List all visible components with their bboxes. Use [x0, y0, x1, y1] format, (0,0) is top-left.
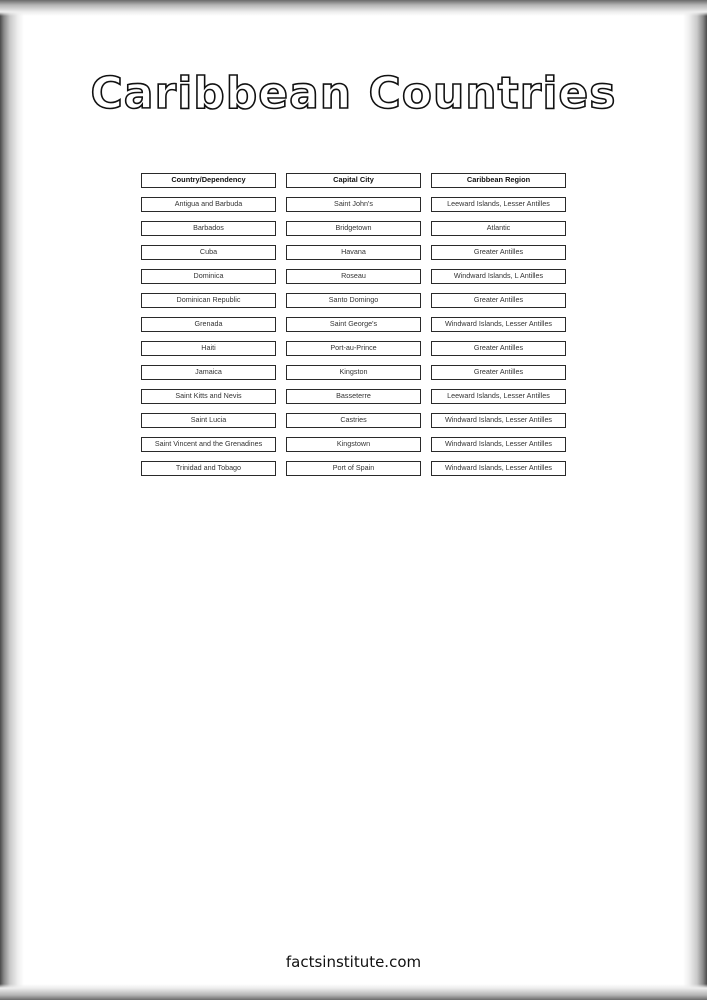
table-cell-country: Barbados: [141, 221, 276, 236]
table-cell-country: Saint Vincent and the Grenadines: [141, 437, 276, 452]
column-header-region: Caribbean Region: [431, 173, 566, 188]
table-cell-country: Haiti: [141, 341, 276, 356]
footer-website: factsinstitute.com: [285, 953, 422, 971]
table-cell-country: Cuba: [141, 245, 276, 260]
table-cell-region: Windward Islands, Lesser Antilles: [431, 437, 566, 452]
table-cell-capital: Castries: [286, 413, 421, 428]
table-cell-region: Leeward Islands, Lesser Antilles: [431, 197, 566, 212]
page-shadow-bottom: [0, 984, 707, 1000]
column-header-country: Country/Dependency: [141, 173, 276, 188]
table-cell-capital: Kingston: [286, 365, 421, 380]
table-cell-capital: Roseau: [286, 269, 421, 284]
table-cell-country: Dominica: [141, 269, 276, 284]
table-cell-capital: Saint John's: [286, 197, 421, 212]
page-title: Caribbean Countries: [90, 68, 617, 119]
table-cell-country: Jamaica: [141, 365, 276, 380]
countries-table: [141, 173, 566, 476]
table-cell-capital: Bridgetown: [286, 221, 421, 236]
table-cell-region: Greater Antilles: [431, 365, 566, 380]
table-cell-country: Saint Lucia: [141, 413, 276, 428]
table-cell-region: Greater Antilles: [431, 293, 566, 308]
table-cell-capital: Havana: [286, 245, 421, 260]
table-cell-capital: Port-au-Prince: [286, 341, 421, 356]
table-cell-capital: Saint George's: [286, 317, 421, 332]
table-cell-country: Antigua and Barbuda: [141, 197, 276, 212]
table-cell-region: Windward Islands, Lesser Antilles: [431, 413, 566, 428]
column-header-capital: Capital City: [286, 173, 421, 188]
table-cell-region: Windward Islands, L Antilles: [431, 269, 566, 284]
table-cell-country: Saint Kitts and Nevis: [141, 389, 276, 404]
table-cell-capital: Basseterre: [286, 389, 421, 404]
table-cell-country: Trinidad and Tobago: [141, 461, 276, 476]
page-shadow-right: [683, 0, 707, 1000]
table-cell-capital: Santo Domingo: [286, 293, 421, 308]
table-cell-region: Leeward Islands, Lesser Antilles: [431, 389, 566, 404]
page-shadow-top: [0, 0, 707, 16]
page-shadow-left: [0, 0, 24, 1000]
table-cell-region: Windward Islands, Lesser Antilles: [431, 317, 566, 332]
table-cell-region: Greater Antilles: [431, 245, 566, 260]
table-cell-capital: Kingstown: [286, 437, 421, 452]
table-cell-country: Dominican Republic: [141, 293, 276, 308]
table-cell-country: Grenada: [141, 317, 276, 332]
table-cell-region: Windward Islands, Lesser Antilles: [431, 461, 566, 476]
table-cell-region: Greater Antilles: [431, 341, 566, 356]
table-cell-capital: Port of Spain: [286, 461, 421, 476]
table-cell-region: Atlantic: [431, 221, 566, 236]
